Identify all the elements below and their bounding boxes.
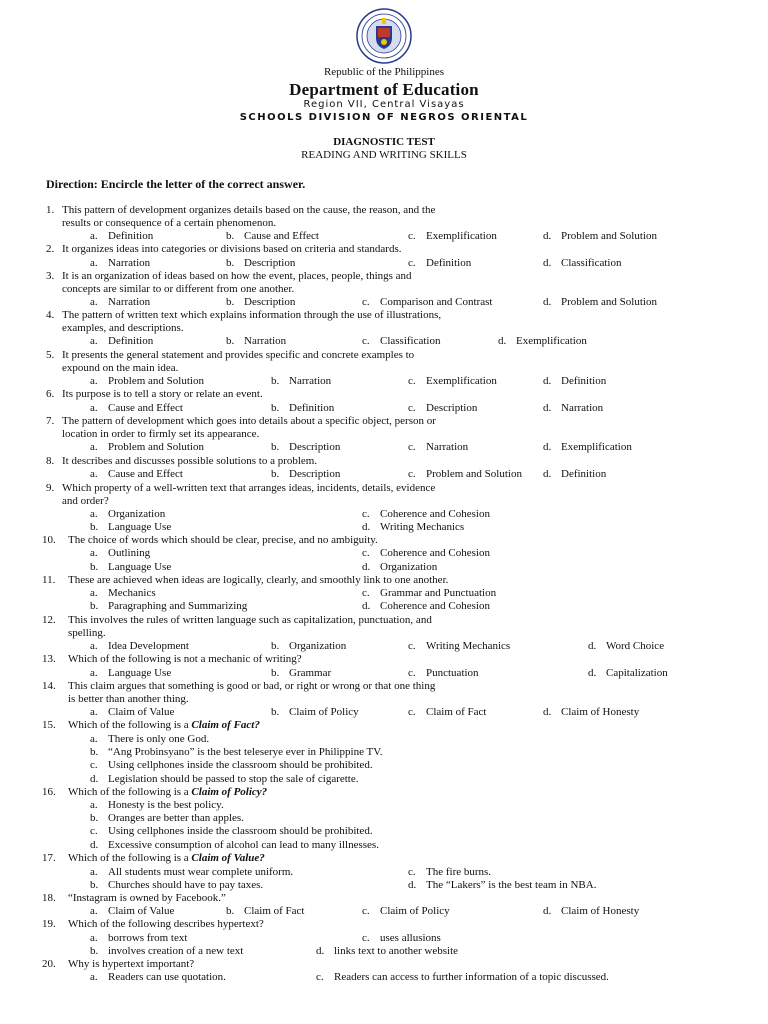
question-number: 16. — [42, 786, 56, 798]
answer-option[interactable] — [90, 257, 150, 270]
option-letter: b. — [271, 706, 280, 718]
answer-option[interactable] — [408, 375, 497, 388]
answer-option[interactable] — [362, 600, 490, 613]
answer-option[interactable] — [90, 441, 204, 454]
option-letter: d. — [408, 879, 417, 891]
option-letter: c. — [408, 230, 416, 242]
option-letter: d. — [316, 945, 325, 957]
option-text: Description — [289, 441, 341, 453]
question-text: This pattern of development organizes details based on the cause, the reason, and the — [62, 204, 436, 216]
option-letter: d. — [543, 375, 552, 387]
option-letter: b. — [271, 640, 280, 652]
answer-option[interactable] — [588, 667, 668, 680]
answer-option[interactable] — [90, 773, 359, 786]
question-emphasis: Claim of Value? — [191, 852, 265, 864]
option-letter: a. — [90, 640, 98, 652]
question-text: The pattern of written text which explains information through the use of illustrations, — [62, 309, 442, 321]
answer-option[interactable] — [362, 905, 450, 918]
option-text: Narration — [108, 257, 151, 269]
question-number: 19. — [42, 918, 56, 930]
option-letter: c. — [408, 468, 416, 480]
option-letter: c. — [408, 257, 416, 269]
option-letter: d. — [362, 521, 371, 533]
question-text: Its purpose is to tell a story or relate an event. — [62, 388, 263, 400]
deped-seal-logo — [356, 8, 412, 64]
option-text: Using cellphones inside the classroom should be prohibited. — [108, 759, 373, 772]
option-text: Cause and Effect — [244, 230, 319, 242]
option-letter: a. — [90, 733, 98, 745]
option-text: Definition — [561, 468, 607, 480]
option-text: Claim of Policy — [289, 706, 359, 718]
answer-option[interactable] — [543, 230, 657, 243]
option-text: Language Use — [108, 667, 172, 679]
answer-option[interactable] — [90, 561, 171, 574]
option-text: Paragraphing and Summarizing — [108, 600, 248, 612]
question-text: Which of the following is a Claim of Value? — [68, 852, 265, 864]
answer-option[interactable] — [90, 667, 171, 680]
option-text: uses allusions — [380, 932, 441, 944]
answer-option[interactable] — [90, 706, 174, 719]
answer-option[interactable] — [362, 335, 441, 348]
option-letter: c. — [408, 706, 416, 718]
option-text: Coherence and Cohesion — [380, 508, 490, 520]
option-letter: b. — [271, 375, 280, 387]
question-number: 4. — [46, 309, 55, 321]
option-text: Writing Mechanics — [426, 640, 511, 652]
question-text: Which of the following is a Claim of Fact? — [68, 719, 260, 731]
option-text: Definition — [289, 402, 335, 414]
answer-option[interactable] — [588, 640, 664, 653]
question-number: 13. — [42, 653, 56, 665]
option-text: Narration — [561, 402, 604, 414]
option-letter: c. — [362, 547, 370, 559]
answer-option[interactable] — [271, 402, 334, 415]
option-letter: d. — [498, 335, 507, 347]
option-letter: b. — [271, 468, 280, 480]
option-text: Definition — [108, 230, 154, 242]
option-letter: b. — [90, 746, 99, 759]
answer-option[interactable] — [90, 230, 153, 243]
answer-option[interactable] — [90, 640, 189, 653]
option-letter: c. — [316, 971, 324, 983]
option-text: The fire burns. — [426, 866, 492, 878]
question-text: It is an organization of ideas based on how the event, places, people, things and — [62, 270, 412, 282]
option-letter: c. — [362, 335, 370, 347]
question-text: The choice of words which should be clear, precise, and no ambiguity. — [68, 534, 378, 546]
option-letter: c. — [408, 375, 416, 387]
answer-option[interactable] — [90, 746, 383, 759]
answer-option[interactable] — [543, 468, 606, 481]
answer-option[interactable] — [90, 508, 165, 521]
answer-option[interactable] — [408, 468, 522, 481]
option-letter: c. — [362, 587, 370, 599]
question-text: Why is hypertext important? — [68, 958, 195, 970]
option-letter: c. — [408, 402, 416, 414]
option-letter: d. — [362, 600, 371, 612]
option-letter: d. — [90, 838, 99, 851]
answer-option[interactable] — [90, 879, 263, 892]
republic-label: Republic of the Philippines — [323, 66, 445, 78]
option-text: Description — [289, 468, 341, 480]
question-text-continued: results or consequence of a certain phenomenon. — [62, 217, 277, 229]
option-letter: a. — [90, 667, 98, 679]
answer-option[interactable] — [90, 547, 150, 560]
answer-option[interactable] — [226, 335, 286, 348]
question-text: Which property of a well-written text that arranges ideas, incidents, details, evidence — [62, 482, 436, 494]
option-text: Claim of Honesty — [561, 905, 640, 917]
answer-option[interactable] — [226, 905, 305, 918]
division-label: SCHOOLS DIVISION OF NEGROS ORIENTAL — [239, 112, 529, 123]
option-text: Problem and Solution — [561, 296, 657, 308]
option-letter: a. — [90, 257, 98, 269]
option-text: Organization — [380, 561, 438, 573]
option-text: The “Lakers” is the best team in NBA. — [426, 879, 597, 891]
option-letter: c. — [408, 441, 416, 453]
answer-option[interactable] — [408, 402, 477, 415]
option-letter: c. — [362, 905, 370, 917]
answer-option[interactable] — [90, 296, 150, 309]
option-text: Churches should have to pay taxes. — [108, 879, 264, 891]
answer-option[interactable] — [271, 375, 331, 388]
question-emphasis: Claim of Fact? — [191, 719, 260, 731]
question-text-continued: examples, and descriptions. — [62, 322, 184, 334]
answer-option[interactable] — [362, 296, 492, 309]
answer-option[interactable] — [90, 375, 204, 388]
answer-option[interactable] — [226, 296, 295, 309]
answer-option[interactable] — [90, 600, 247, 613]
option-text: Claim of Value — [108, 706, 175, 718]
option-letter: a. — [90, 799, 98, 811]
option-text: Outlining — [108, 547, 151, 559]
option-text: Description — [426, 402, 478, 414]
answer-option[interactable] — [90, 799, 224, 812]
question-number: 1. — [46, 204, 55, 216]
answer-option[interactable] — [226, 257, 295, 270]
question-number: 10. — [42, 534, 56, 546]
option-letter: a. — [90, 508, 98, 520]
answer-option[interactable] — [90, 971, 226, 984]
option-text: Exemplification — [516, 335, 587, 347]
question-number: 6. — [46, 388, 55, 400]
option-text: Idea Development — [108, 640, 189, 652]
option-text: Claim of Honesty — [561, 706, 640, 718]
answer-option[interactable] — [271, 441, 340, 454]
option-text: Definition — [561, 375, 607, 387]
answer-option[interactable] — [543, 402, 603, 415]
answer-option[interactable] — [316, 971, 609, 984]
answer-option[interactable] — [90, 733, 209, 746]
option-letter: b. — [226, 335, 235, 347]
question-text-continued: and order? — [62, 495, 109, 507]
option-text: Classification — [380, 335, 441, 347]
option-text: Narration — [108, 296, 151, 308]
answer-option[interactable] — [90, 905, 174, 918]
option-letter: d. — [588, 667, 597, 679]
option-text: Description — [244, 296, 296, 308]
option-letter: a. — [90, 375, 98, 387]
question-number: 14. — [42, 680, 56, 692]
option-letter: a. — [90, 706, 98, 718]
option-text: Exemplification — [426, 375, 497, 387]
option-letter: c. — [90, 759, 98, 772]
option-text: Readers can use quotation. — [108, 971, 226, 983]
option-text: Legislation should be passed to stop the sale of cigarette. — [108, 772, 359, 785]
answer-option[interactable] — [90, 521, 171, 534]
answer-option[interactable] — [362, 521, 464, 534]
option-text: Problem and Solution — [108, 441, 204, 453]
answer-option[interactable] — [90, 587, 156, 600]
option-letter: d. — [362, 561, 371, 573]
option-letter: d. — [543, 905, 552, 917]
question-text: It describes and discusses possible solutions to a problem. — [62, 455, 318, 467]
question-text: Which of the following is a Claim of Policy? — [68, 786, 268, 798]
option-letter: b. — [271, 402, 280, 414]
question-text-continued: expound on the main idea. — [62, 362, 179, 374]
option-text: Punctuation — [426, 667, 479, 679]
option-letter: c. — [408, 866, 416, 878]
question-emphasis: Claim of Policy? — [191, 786, 268, 798]
question-text: It organizes ideas into categories or divisions based on criteria and standards. — [62, 243, 402, 255]
option-text: Capitalization — [606, 667, 668, 679]
answer-option[interactable] — [362, 932, 441, 945]
option-text: Readers can access to further information of a topic discussed. — [334, 971, 609, 983]
answer-option[interactable] — [362, 547, 490, 560]
option-letter: b. — [90, 812, 99, 825]
answer-option[interactable] — [90, 839, 379, 852]
option-letter: a. — [90, 230, 98, 242]
option-text: borrows from text — [108, 932, 188, 944]
option-letter: b. — [271, 667, 280, 679]
option-letter: b. — [90, 600, 99, 612]
option-text: Coherence and Cohesion — [380, 547, 490, 559]
answer-option[interactable] — [226, 230, 319, 243]
option-text: Excessive consumption of alcohol can lead to many illnesses. — [108, 838, 379, 851]
option-text: Grammar and Punctuation — [380, 587, 497, 599]
option-letter: d. — [543, 468, 552, 480]
question-number: 5. — [46, 349, 55, 361]
answer-option[interactable] — [90, 825, 373, 838]
answer-option[interactable] — [90, 945, 243, 958]
answer-option[interactable] — [543, 296, 657, 309]
question-number: 2. — [46, 243, 55, 255]
answer-option[interactable] — [271, 706, 359, 719]
option-text: Classification — [561, 257, 622, 269]
question-number: 3. — [46, 270, 55, 282]
option-text: Description — [244, 257, 296, 269]
answer-option[interactable] — [90, 866, 293, 879]
question-text-continued: is better than another thing. — [68, 693, 189, 705]
option-text: Exemplification — [426, 230, 497, 242]
option-letter: a. — [90, 468, 98, 480]
option-letter: a. — [90, 971, 98, 983]
option-text: Definition — [426, 257, 472, 269]
answer-option[interactable] — [408, 640, 510, 653]
question-text: It presents the general statement and provides specific and concrete examples to — [62, 349, 415, 361]
option-letter: b. — [90, 561, 99, 573]
option-letter: c. — [362, 508, 370, 520]
option-text: Organization — [108, 508, 166, 520]
option-letter: a. — [90, 866, 98, 878]
option-text: Narration — [426, 441, 469, 453]
option-text: All students must wear complete uniform. — [108, 866, 294, 878]
question-number: 17. — [42, 852, 56, 864]
question-number: 15. — [42, 719, 56, 731]
answer-option[interactable] — [408, 706, 487, 719]
subject-title: READING AND WRITING SKILLS — [301, 149, 467, 161]
question-text-continued: concepts are similar to or different from one another. — [62, 283, 295, 295]
question-number: 11. — [42, 574, 56, 586]
answer-option[interactable] — [362, 561, 437, 574]
option-letter: a. — [90, 932, 98, 944]
option-letter: a. — [90, 402, 98, 414]
answer-option[interactable] — [316, 945, 458, 958]
option-text: Narration — [289, 375, 332, 387]
option-text: Language Use — [108, 561, 172, 573]
option-text: Language Use — [108, 521, 172, 533]
option-text: Claim of Fact — [244, 905, 305, 917]
answer-option[interactable] — [543, 375, 606, 388]
option-text: Writing Mechanics — [380, 521, 465, 533]
answer-option[interactable] — [271, 667, 331, 680]
option-text: There is only one God. — [108, 733, 210, 745]
option-letter: a. — [90, 296, 98, 308]
answer-option[interactable] — [362, 587, 496, 600]
question-number: 7. — [46, 415, 55, 427]
option-text: Problem and Solution — [108, 375, 204, 387]
answer-option[interactable] — [543, 441, 632, 454]
answer-option[interactable] — [543, 905, 639, 918]
option-text: Mechanics — [108, 587, 156, 599]
answer-option[interactable] — [271, 640, 346, 653]
question-text: This claim argues that something is good or bad, or right or wrong or that one thing — [68, 680, 436, 692]
option-letter: d. — [543, 402, 552, 414]
option-text: links text to another website — [334, 945, 459, 957]
answer-option[interactable] — [408, 230, 497, 243]
question-text: The pattern of development which goes into details about a specific object, person or — [62, 415, 436, 427]
department-title: Department of Education — [289, 80, 479, 99]
option-letter: b. — [226, 905, 235, 917]
question-text: “Instagram is owned by Facebook.” — [68, 892, 226, 904]
option-letter: b. — [271, 441, 280, 453]
question-number: 20. — [42, 958, 56, 970]
option-letter: b. — [226, 257, 235, 269]
option-letter: c. — [408, 640, 416, 652]
answer-option[interactable] — [90, 759, 373, 772]
question-number: 8. — [46, 455, 55, 467]
option-letter: b. — [90, 879, 99, 891]
question-text: Which of the following is not a mechanic of writing? — [68, 653, 302, 665]
option-text: Comparison and Contrast — [380, 296, 493, 308]
question-text: Which of the following describes hypertext? — [68, 918, 264, 930]
direction-text: Direction: Encircle the letter of the correct answer. — [46, 177, 306, 191]
option-letter: d. — [543, 230, 552, 242]
test-title: DIAGNOSTIC TEST — [333, 136, 435, 148]
answer-option[interactable] — [543, 257, 622, 270]
answer-option[interactable] — [408, 879, 596, 892]
option-text: Oranges are better than apples. — [108, 812, 244, 825]
question-number: 12. — [42, 614, 56, 626]
answer-option[interactable] — [90, 402, 183, 415]
option-letter: d. — [90, 772, 99, 785]
option-text: Cause and Effect — [108, 468, 183, 480]
question-text: This involves the rules of written language such as capitalization, punctuation, and — [68, 614, 432, 626]
option-text: Claim of Value — [108, 905, 175, 917]
option-letter: d. — [543, 257, 552, 269]
option-letter: d. — [543, 296, 552, 308]
answer-option[interactable] — [498, 335, 587, 348]
option-letter: d. — [543, 441, 552, 453]
answer-option[interactable] — [90, 932, 187, 945]
question-number: 9. — [46, 482, 55, 494]
option-letter: b. — [226, 230, 235, 242]
answer-option[interactable] — [408, 257, 471, 270]
answer-option[interactable] — [90, 468, 183, 481]
option-letter: b. — [90, 521, 99, 533]
option-letter: d. — [588, 640, 597, 652]
question-text-continued: spelling. — [68, 627, 106, 639]
option-text: involves creation of a new text — [108, 945, 244, 957]
question-number: 18. — [42, 892, 56, 904]
option-text: Definition — [108, 335, 154, 347]
option-letter: b. — [226, 296, 235, 308]
answer-option[interactable] — [362, 508, 490, 521]
answer-option[interactable] — [271, 468, 340, 481]
question-text: These are achieved when ideas are logically, clearly, and smoothly link to one another. — [68, 574, 449, 586]
option-letter: c. — [362, 932, 370, 944]
option-text: Word Choice — [606, 640, 665, 652]
answer-option[interactable] — [408, 866, 491, 879]
option-text: Claim of Policy — [380, 905, 450, 917]
answer-option[interactable] — [408, 441, 468, 454]
option-text: Problem and Solution — [426, 468, 522, 480]
question-text-continued: location in order to firmly set its appearance. — [62, 428, 260, 440]
option-letter: a. — [90, 905, 98, 917]
region-label: Region VII, Central Visayas — [303, 99, 465, 110]
option-text: Coherence and Cohesion — [380, 600, 490, 612]
option-letter: a. — [90, 547, 98, 559]
option-text: Cause and Effect — [108, 402, 183, 414]
option-letter: d. — [543, 706, 552, 718]
option-text: Problem and Solution — [561, 230, 657, 242]
option-text: Grammar — [289, 667, 332, 679]
option-text: “Ang Probinsyano” is the best teleserye ever in Philippine TV. — [108, 746, 383, 759]
option-letter: c. — [90, 825, 98, 838]
option-letter: a. — [90, 587, 98, 599]
option-text: Narration — [244, 335, 287, 347]
answer-option[interactable] — [408, 667, 479, 680]
answer-option[interactable] — [90, 335, 153, 348]
option-text: Using cellphones inside the classroom should be prohibited. — [108, 825, 373, 838]
option-text: Exemplification — [561, 441, 632, 453]
answer-option[interactable] — [90, 812, 244, 825]
option-letter: b. — [90, 945, 99, 957]
option-text: Organization — [289, 640, 347, 652]
option-letter: a. — [90, 335, 98, 347]
option-text: Claim of Fact — [426, 706, 487, 718]
option-letter: c. — [362, 296, 370, 308]
option-letter: a. — [90, 441, 98, 453]
answer-option[interactable] — [543, 706, 639, 719]
option-letter: c. — [408, 667, 416, 679]
option-text: Honesty is the best policy. — [108, 799, 224, 811]
